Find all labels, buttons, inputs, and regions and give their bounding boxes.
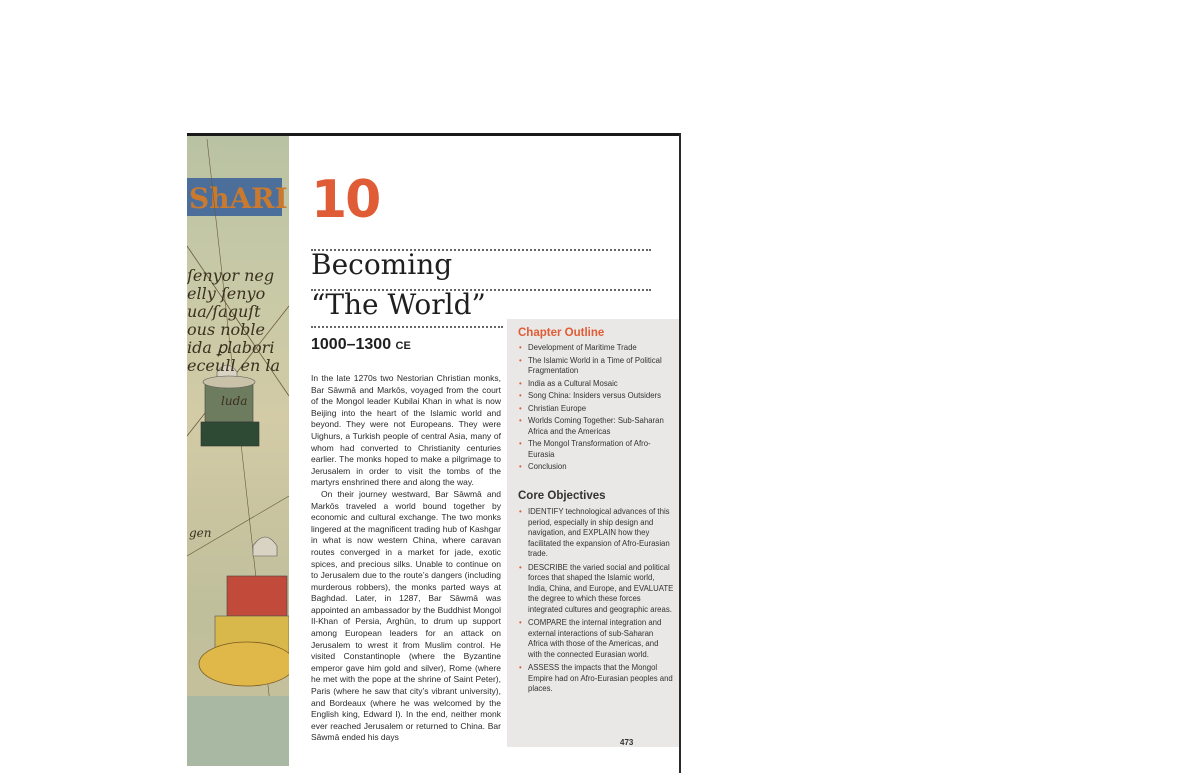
chapter-number: 10 — [311, 170, 380, 230]
core-objectives-heading: Core Objectives — [518, 490, 606, 502]
outline-item: • Conclusion — [518, 462, 674, 473]
banner-text: ShARI — [189, 182, 288, 215]
core-objectives-list — [518, 507, 674, 698]
map-label-4: ous noble — [187, 320, 265, 339]
objective-item: • COMPARE the internal integration and external interactions of sub-Saharan Africa with those of the Americas, and with the connected Eurasian world. — [518, 618, 674, 660]
map-illustration — [187, 136, 289, 766]
chapter-dates — [311, 336, 411, 354]
map-label-1: ſenyor neg — [187, 266, 275, 285]
outline-item: • Christian Europe — [518, 404, 674, 415]
body-paragraph: In the late 1270s two Nestorian Christian monks, Bar Sāwmā and Markōs, voyaged from the court of the Mongol leader Kubilai Khan in what is now Beijing into the heart of the Islamic world and beyond. They were not Europeans. They were Uighurs, a Turkish people of central Asia, many of whom had converted to Christianity centuries earlier. The monks hoped to make a pilgrimage to Jerusalem in order to visit the tombs of the martyrs enshrined there and along the way. — [311, 373, 501, 488]
outline-item: • Development of Maritime Trade — [518, 343, 674, 354]
date-range: 1000–1300 — [311, 336, 392, 353]
objective-item: • ASSESS the impacts that the Mongol Empire had on Afro-Eurasian peoples and places. — [518, 663, 674, 695]
map-label-5: ida ꝑlabori — [187, 338, 275, 357]
chapter-title-line1: Becoming — [311, 248, 453, 281]
outline-item: • The Islamic World in a Time of Political Fragmentation — [518, 356, 674, 377]
map-label-3: ua/ſaguſt — [187, 302, 261, 321]
outline-item: • Song China: Insiders versus Outsiders — [518, 391, 674, 402]
objective-item: • DESCRIBE the varied social and political forces that shaped the Islamic world, India, China, and Europe, and EVALUATE the degree to which these forces integrated cultures and geographic areas. — [518, 563, 674, 616]
objective-item: • IDENTIFY technological advances of this period, especially in ship design and navigation, and EXPLAIN how they facilitated the expansion of Afro-Eurasian trade. — [518, 507, 674, 560]
chapter-title-line2: “The World” — [311, 288, 486, 321]
map-label-7: luda — [221, 394, 248, 408]
body-paragraph: On their journey westward, Bar Sāwmā and Markōs traveled a world bound together by economic and cultural exchange. The two monks lingered at the magnificent trading hub of Kashgar in what is now western China, where caravan routes converged in a market for jade, exotic spices, and precious silks. Unable to continue on to Jerusalem due to the route’s dangers (including murderous robbers), the monks parted ways at Baghdad. Later, in 1287, Bar Sāwmā was appointed an ambassador by the Buddhist Mongol Il-Khan of Persia, Arghūn, to drum up support among European leaders for an attack on Jerusalem to wrest it from Muslim control. He visited Constantinople (where the Byzantine emperor gave him gold and silver), Rome (where he met with the pope at the shrine of Saint Peter), Paris (where he saw that city’s vibrant university), and Bordeaux (where he was welcomed by the English king, Edward I). In the end, neither monk ever reached Jerusalem or returned to China. Bar Sāwmā ended his days — [311, 488, 501, 743]
chapter-sidebar — [507, 319, 679, 747]
outline-list — [518, 343, 674, 475]
map-label-2: elly ſenyo — [187, 284, 266, 303]
outline-item: • India as a Cultural Mosaic — [518, 379, 674, 390]
outline-heading: Chapter Outline — [518, 327, 605, 339]
dotted-rule-3 — [311, 326, 503, 328]
map-drawing — [187, 136, 289, 766]
page-number: 473 — [620, 738, 634, 747]
body-text — [311, 373, 501, 744]
outline-item: • Worlds Coming Together: Sub-Saharan Africa and the Americas — [518, 416, 674, 437]
map-label-6: eceull en la — [187, 356, 281, 375]
page-edge — [679, 133, 681, 773]
outline-item: • The Mongol Transformation of Afro-Eurasia — [518, 439, 674, 460]
book-page — [187, 133, 681, 773]
map-label-8: gen — [189, 526, 212, 540]
era-label: CE — [395, 340, 411, 352]
